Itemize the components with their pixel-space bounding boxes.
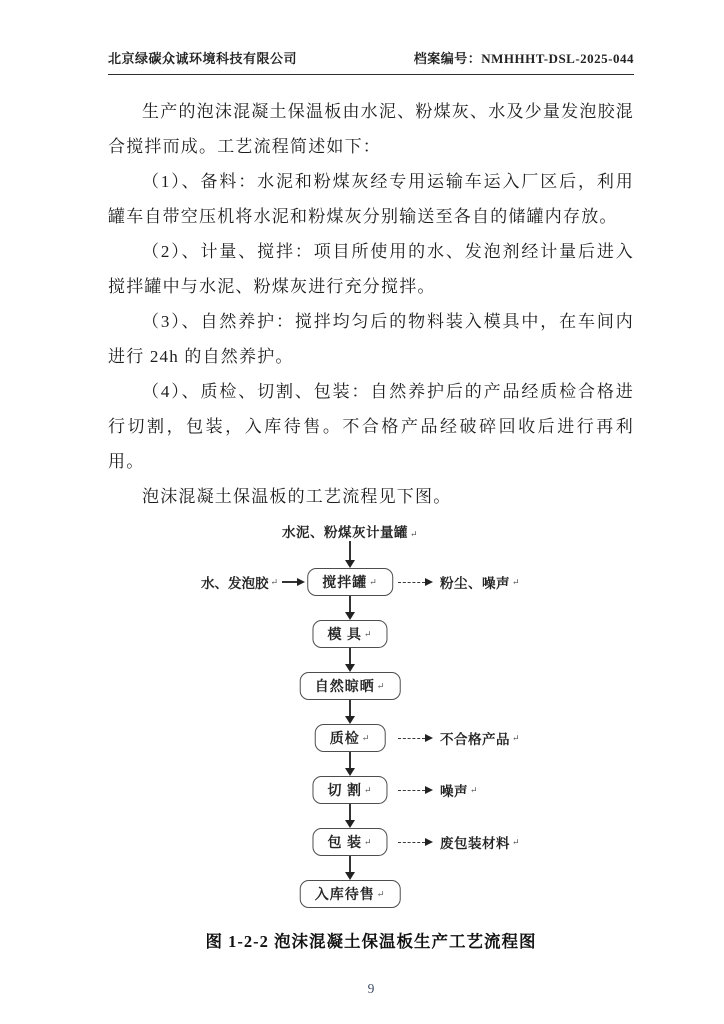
return-mark: ↵ bbox=[470, 784, 478, 795]
dashed-arrow-icon bbox=[398, 582, 425, 583]
emission-rejects bbox=[398, 728, 520, 748]
flow-step-box-curing bbox=[300, 672, 401, 700]
process-flowchart bbox=[108, 521, 634, 915]
paragraph-intro: 生产的泡沫混凝土保温板由水泥、粉煤灰、水及少量发泡胶混合搅拌而成。工艺流程简述如下： bbox=[108, 102, 634, 156]
flow-left-input bbox=[108, 572, 305, 592]
return-mark: ↵ bbox=[512, 836, 520, 847]
page-header bbox=[108, 0, 634, 75]
flow-step-box-mould bbox=[312, 620, 387, 648]
down-arrow-icon bbox=[345, 856, 355, 880]
dashed-arrow-icon bbox=[398, 738, 425, 739]
emission-label: 废包装材料 bbox=[440, 836, 510, 851]
flow-step-box-storage bbox=[300, 880, 401, 908]
down-arrow-icon bbox=[345, 541, 355, 568]
flow-step-label: 搅拌罐 bbox=[322, 576, 368, 591]
paragraph-step3: （3）、自然养护：搅拌均匀后的物料装入模具中，在车间内进行 24h 的自然养护。 bbox=[108, 312, 634, 366]
return-mark: ↵ bbox=[363, 784, 373, 795]
down-arrow-icon bbox=[345, 752, 355, 776]
return-mark: ↵ bbox=[376, 680, 386, 691]
return-mark: ↵ bbox=[409, 529, 419, 539]
flow-step-label: 模 具 bbox=[327, 628, 362, 643]
emission-dust-noise bbox=[398, 572, 520, 592]
emission-label: 粉尘、噪声 bbox=[440, 576, 510, 591]
flow-step-box-packing bbox=[312, 828, 387, 856]
arrowhead-icon bbox=[425, 838, 433, 846]
flow-step-label: 入库待售 bbox=[314, 888, 375, 903]
archive-number: 档案编号：NMHHHT-DSL-2025-044 bbox=[413, 51, 634, 66]
flow-step-label: 质检 bbox=[329, 732, 360, 747]
arrowhead-icon bbox=[425, 786, 433, 794]
emission-packaging-waste bbox=[398, 832, 520, 852]
emission-label: 不合格产品 bbox=[440, 732, 510, 747]
down-arrow-icon bbox=[345, 648, 355, 672]
flow-left-input-label: 水、发泡胶 bbox=[200, 576, 269, 591]
return-mark: ↵ bbox=[512, 732, 520, 743]
return-mark: ↵ bbox=[363, 628, 373, 639]
flow-top-input-label: 水泥、粉煤灰计量罐 ↵ bbox=[281, 525, 419, 540]
body-text bbox=[108, 94, 634, 514]
down-arrow-icon bbox=[345, 804, 355, 828]
return-mark: ↵ bbox=[369, 576, 378, 587]
emission-label: 噪声 bbox=[440, 784, 468, 799]
arrowhead-icon bbox=[425, 578, 433, 586]
figure-caption: 图 1-2-2 泡沫混凝土保温板生产工艺流程图 bbox=[205, 932, 537, 951]
dashed-arrow-icon bbox=[398, 790, 425, 791]
flow-step-box-mixing bbox=[307, 568, 393, 596]
paragraph-outro: 泡沫混凝土保温板的工艺流程见下图。 bbox=[142, 487, 452, 506]
return-mark: ↵ bbox=[361, 732, 371, 743]
down-arrow-icon bbox=[345, 596, 355, 620]
emission-noise bbox=[398, 780, 478, 800]
flow-step-label: 切 割 bbox=[327, 784, 362, 799]
arrowhead-icon bbox=[297, 578, 305, 586]
company-name: 北京绿碳众诚环境科技有限公司 bbox=[108, 51, 298, 66]
flow-step-box-cutting bbox=[312, 776, 387, 804]
return-mark: ↵ bbox=[512, 576, 520, 587]
arrowhead-icon bbox=[425, 734, 433, 742]
paragraph-step2: （2）、计量、搅拌：项目所使用的水、发泡剂经计量后进入搅拌罐中与水泥、粉煤灰进行充分搅拌。 bbox=[108, 242, 634, 296]
flow-step-box-inspect bbox=[315, 724, 386, 752]
down-arrow-icon bbox=[345, 700, 355, 724]
flow-step-label: 包 装 bbox=[327, 836, 362, 851]
dashed-arrow-icon bbox=[398, 842, 425, 843]
return-mark: ↵ bbox=[363, 836, 373, 847]
solid-arrow-icon bbox=[282, 581, 297, 583]
page-number: 9 bbox=[367, 981, 375, 996]
paragraph-step1: （1）、备料：水泥和粉煤灰经专用运输车运入厂区后，利用罐车自带空压机将水泥和粉煤灰分别输送至各自的储罐内存放。 bbox=[108, 172, 634, 226]
paragraph-step4: （4）、质检、切割、包装：自然养护后的产品经质检合格进行切割，包装，入库待售。不合格产品经破碎回收后进行再利用。 bbox=[108, 382, 634, 471]
flow-step-label: 自然晾晒 bbox=[314, 680, 375, 695]
return-mark: ↵ bbox=[376, 888, 386, 899]
return-mark: ↵ bbox=[270, 576, 278, 587]
